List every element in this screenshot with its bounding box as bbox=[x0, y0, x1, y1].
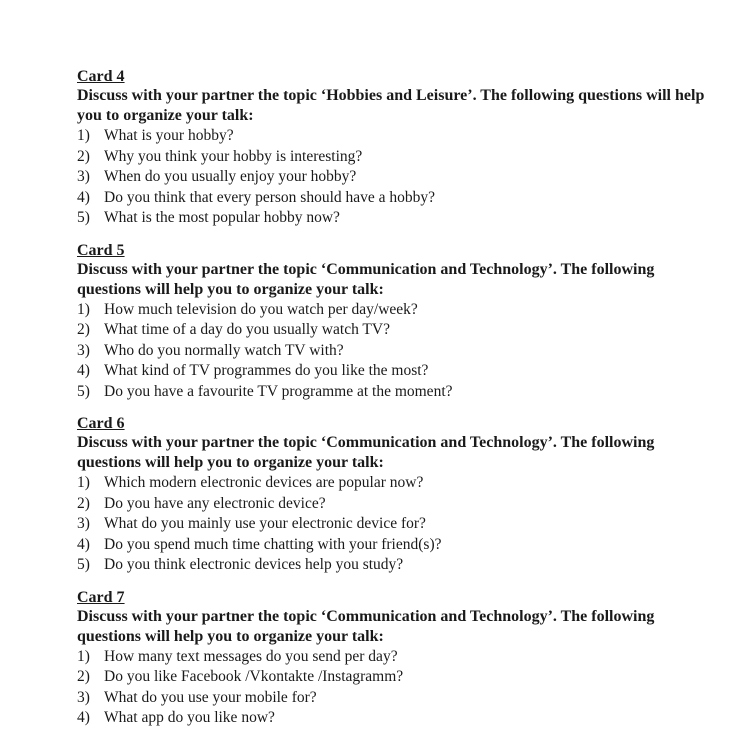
question-item bbox=[77, 647, 746, 668]
question-list bbox=[77, 300, 746, 403]
question-number: 2) bbox=[77, 321, 90, 338]
question-number: 2) bbox=[77, 494, 90, 512]
question-text: What is the most popular hobby now? bbox=[104, 209, 340, 226]
card-7 bbox=[77, 588, 746, 729]
question-text: Which modern electronic devices are popular now? bbox=[104, 474, 424, 491]
question-text: How much television do you watch per day/week? bbox=[104, 300, 418, 318]
question-number: 3) bbox=[77, 515, 90, 532]
question-item bbox=[77, 341, 746, 362]
question-item bbox=[77, 688, 746, 709]
question-item bbox=[77, 535, 746, 556]
card-title: Card 4 bbox=[77, 68, 125, 85]
question-text: Why you think your hobby is interesting? bbox=[104, 147, 363, 165]
question-number: 5) bbox=[77, 556, 90, 573]
question-item bbox=[77, 473, 746, 494]
question-text: What time of a day do you usually watch TV? bbox=[104, 321, 390, 338]
question-text: Do you like Facebook /Vkontakte /Instagramm? bbox=[104, 668, 404, 685]
question-item bbox=[77, 208, 746, 229]
question-list bbox=[77, 647, 746, 729]
question-item bbox=[77, 667, 746, 688]
question-item bbox=[77, 320, 746, 341]
question-text: How many text messages do you send per day? bbox=[104, 647, 398, 665]
card-intro-line-1: Discuss with your partner the topic ‘Communication and Technology’. The following bbox=[77, 434, 655, 451]
question-item bbox=[77, 361, 746, 382]
card-intro-line-2: questions will help you to organize your talk: bbox=[77, 280, 384, 298]
question-text: What do you mainly use your electronic device for? bbox=[104, 515, 426, 532]
question-number: 2) bbox=[77, 668, 90, 685]
question-number: 4) bbox=[77, 535, 90, 553]
card-title: Card 5 bbox=[77, 241, 125, 259]
question-text: What app do you like now? bbox=[104, 709, 275, 726]
card-intro-line-1: Discuss with your partner the topic ‘Communication and Technology’. The following bbox=[77, 607, 655, 625]
question-number: 4) bbox=[77, 188, 90, 206]
question-text: Do you spend much time chatting with your friend(s)? bbox=[104, 535, 442, 553]
question-text: Do you have any electronic device? bbox=[104, 494, 326, 512]
question-number: 1) bbox=[77, 647, 90, 665]
question-number: 1) bbox=[77, 127, 90, 144]
document-page bbox=[77, 67, 746, 741]
question-item bbox=[77, 300, 746, 321]
question-text: Do you think that every person should have a hobby? bbox=[104, 188, 436, 206]
question-number: 1) bbox=[77, 300, 90, 318]
card-4 bbox=[77, 67, 746, 229]
question-text: Do you have a favourite TV programme at the moment? bbox=[104, 382, 453, 400]
question-item bbox=[77, 555, 746, 576]
question-item bbox=[77, 708, 746, 729]
question-number: 3) bbox=[77, 168, 90, 185]
question-text: Who do you normally watch TV with? bbox=[104, 341, 344, 359]
question-item bbox=[77, 382, 746, 403]
question-number: 4) bbox=[77, 362, 90, 379]
question-text: Do you think electronic devices help you study? bbox=[104, 556, 404, 573]
question-number: 5) bbox=[77, 209, 90, 226]
question-item bbox=[77, 167, 746, 188]
question-list bbox=[77, 473, 746, 576]
question-item bbox=[77, 494, 746, 515]
question-text: What do you use your mobile for? bbox=[104, 688, 317, 706]
question-number: 5) bbox=[77, 382, 90, 400]
card-5 bbox=[77, 241, 746, 403]
question-number: 1) bbox=[77, 474, 90, 491]
question-item bbox=[77, 147, 746, 168]
question-item bbox=[77, 126, 746, 147]
card-intro-line-2: you to organize your talk: bbox=[77, 107, 254, 124]
question-text: When do you usually enjoy your hobby? bbox=[104, 168, 357, 185]
question-number: 2) bbox=[77, 147, 90, 165]
question-number: 3) bbox=[77, 688, 90, 706]
question-item bbox=[77, 188, 746, 209]
question-text: What kind of TV programmes do you like the most? bbox=[104, 362, 429, 379]
question-list bbox=[77, 126, 746, 229]
card-intro-line-1: Discuss with your partner the topic ‘Hobbies and Leisure’. The following questions will help bbox=[77, 87, 705, 104]
card-intro-line-2: questions will help you to organize your talk: bbox=[77, 627, 384, 645]
card-intro-line-2: questions will help you to organize your talk: bbox=[77, 454, 384, 471]
question-number: 4) bbox=[77, 709, 90, 726]
card-title: Card 6 bbox=[77, 415, 125, 432]
question-text: What is your hobby? bbox=[104, 127, 234, 144]
card-intro-line-1: Discuss with your partner the topic ‘Communication and Technology’. The following bbox=[77, 260, 655, 278]
question-number: 3) bbox=[77, 341, 90, 359]
question-item bbox=[77, 514, 746, 535]
card-6 bbox=[77, 414, 746, 576]
card-title: Card 7 bbox=[77, 588, 125, 606]
